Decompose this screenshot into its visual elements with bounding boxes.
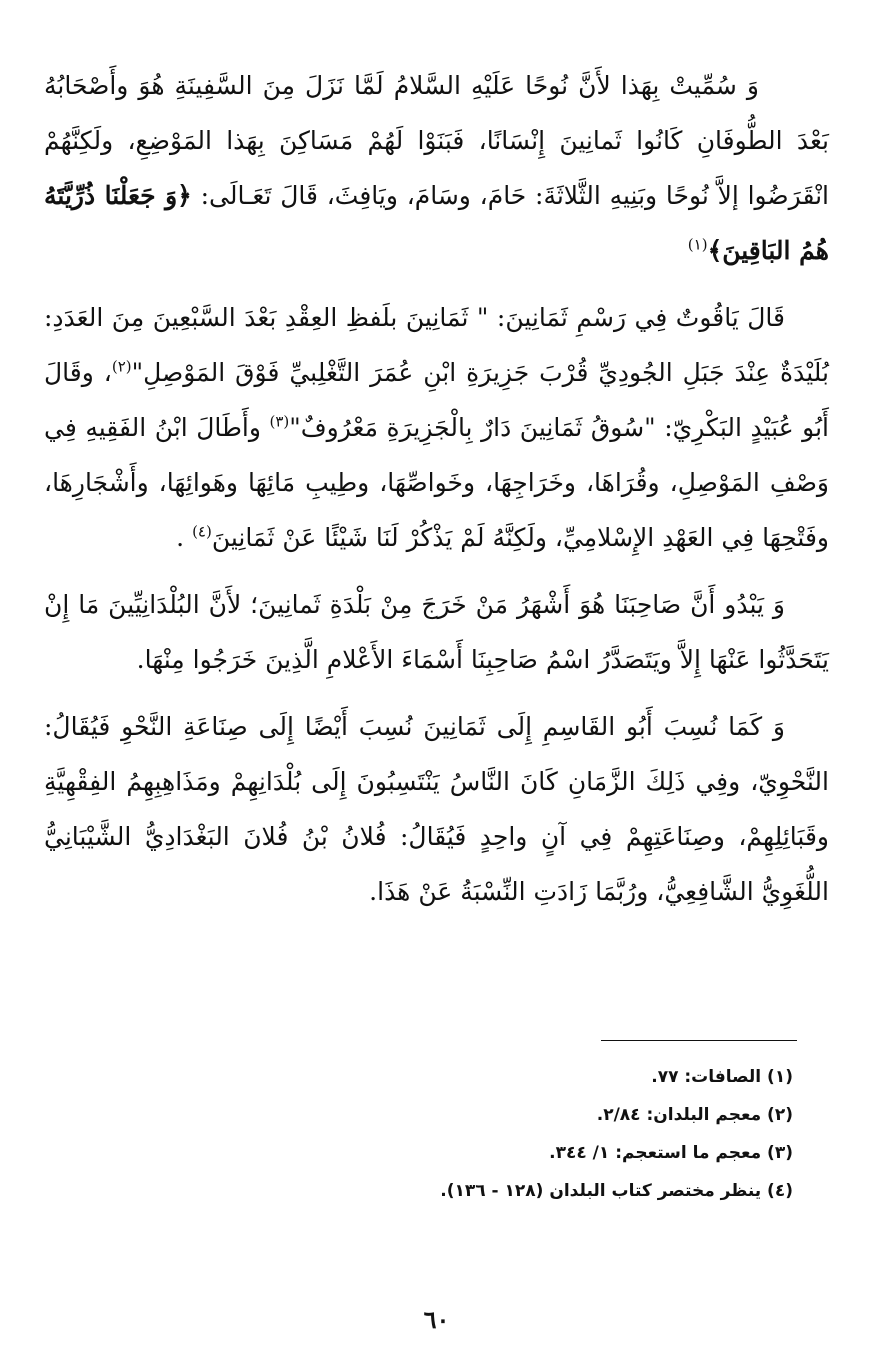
paragraph-text: وَ سُمِّيتْ بِهَذا لأَنَّ نُوحًا عَلَيْهِ السَّلامُ لَمَّا نَزَلَ مِنَ السَّفِينَةِ هُوَ وأَصْحَابُهُ بَعْدَ الطُّوفَانِ كَانُوا ثَمانِينَ إِنْسَانًا، فَبَنَوْا لَهُمْ مَسَاكِنَ بِهَذا المَوْضِعِ، ولَكِنَّهُمْ انْقَرَضُوا إلاَّ نُوحًا وبَنِيهِ الثَّلاثَةَ: حَامَ، وسَامَ، ويَافِثَ، قَالَ تَعَـالَى: — [44, 71, 830, 210]
footnotes-section — [93, 1058, 793, 1210]
paragraph — [44, 290, 829, 565]
footnote: (١) الصافات: ٧٧. — [651, 1067, 793, 1087]
page-number: ٦٠ — [423, 1305, 450, 1334]
footnote-reference: (٤) — [192, 522, 212, 541]
footnote: (٣) معجم ما استعجم: ١/ ٣٤٤. — [549, 1143, 793, 1163]
footnote-reference: (٢) — [111, 357, 132, 376]
paragraph — [44, 577, 829, 687]
paragraph-text: . — [176, 523, 193, 552]
paragraph-text: ، وقَالَ أَبُو عُبَيْدٍ البَكْرِيّ: "سُوقُ ثَمَانِينَ دَارٌ بِالْجَزِيرَةِ مَعْرُوفٌ" — [44, 358, 829, 442]
paragraph — [44, 699, 829, 919]
paragraph-text: قَالَ يَاقُوتٌ فِي رَسْمِ ثَمَانِينَ: " ثَمَانِينَ بلَفظِ العِقْدِ بَعْدَ السَّبْعِينَ مِنَ العَدَدِ: بُلَيْدَةٌ عِنْدَ جَبَلِ الجُودِيِّ قُرْبَ جَزِيرَةِ ابْنِ عُمَرَ التَّغْلِبيِّ فَوْقَ المَوْصِلِ" — [44, 303, 829, 387]
footnote-reference: (١) — [687, 235, 708, 254]
footnote: (٢) معجم البلدان: ٢/٨٤. — [596, 1105, 793, 1125]
footnote: (٤) ينظر مختصر كتاب البلدان (١٢٨ - ١٣٦). — [440, 1181, 793, 1201]
paragraph-text: وَ كَمَا نُسِبَ أَبُو القَاسِمِ إِلَى ثَمَانِينَ نُسِبَ أَيْضًا إِلَى صِنَاعَةِ النَّحْوِ فَيُقَالُ: النَّحْوِيّ، وفِي ذَلِكَ الزَّمَانِ كَانَ النَّاسُ يَنْتَسِبُونَ إِلَى بُلْدَانِهِمْ ومَذَاهِبِهِمُ الفِقْهِيَّةِ وقَبَائِلِهِمْ، وصِنَاعَتِهِمْ فِي آنٍ واحِدٍ فَيُقَالُ: فُلانُ بْنُ فُلانَ البَغْدَادِيُّ الشَّيْبَانِيُّ اللُّغَوِيُّ الشَّافِعِيُّ، ورُبَّمَا زَادَتِ النِّسْبَةُ عَنْ هَذَا. — [44, 712, 829, 906]
paragraph-text: وَ يَبْدُو أَنَّ صَاحِبَنَا هُوَ أَشْهَرُ مَنْ خَرَجَ مِنْ بَلْدَةِ ثَمانِينَ؛ لأَنَّ البُلْدَانِيِّينَ مَا إِنْ يَتَحَدَّثُوا عَنْهَا إِلاَّ ويَتَصَدَّرُ اسْمُ صَاحِبِنَا أَسْمَاءَ الأَعْلامِ الَّذِينَ خَرَجُوا مِنْهَا. — [44, 590, 829, 674]
paragraph-text: وأَطَالَ ابْنُ الفَقِيهِ فِي وَصْفِ المَوْصِلِ، وقُرَاهَا، وخَرَاجِهَا، وخَواصِّهَا، وطِيبِ مَائِهَا وهَوائِهَا، وأَشْجَارِهَا، وفَتْحِهَا فِي العَهْدِ الإِسْلامِيِّ، ولَكِنَّهُ لَمْ يَذْكُرْ لَنَا شَيْئًا عَنْ ثَمَانِينَ — [44, 413, 829, 552]
main-text — [44, 58, 829, 919]
footnote-divider — [601, 1040, 797, 1041]
footnote-reference: (٣) — [269, 412, 290, 431]
paragraph — [44, 58, 829, 278]
quran-quote: ﴿وَ جَعَلْنَا ذُرِّيَّتَهُ هُمُ البَاقِينَ﴾ — [44, 181, 829, 265]
